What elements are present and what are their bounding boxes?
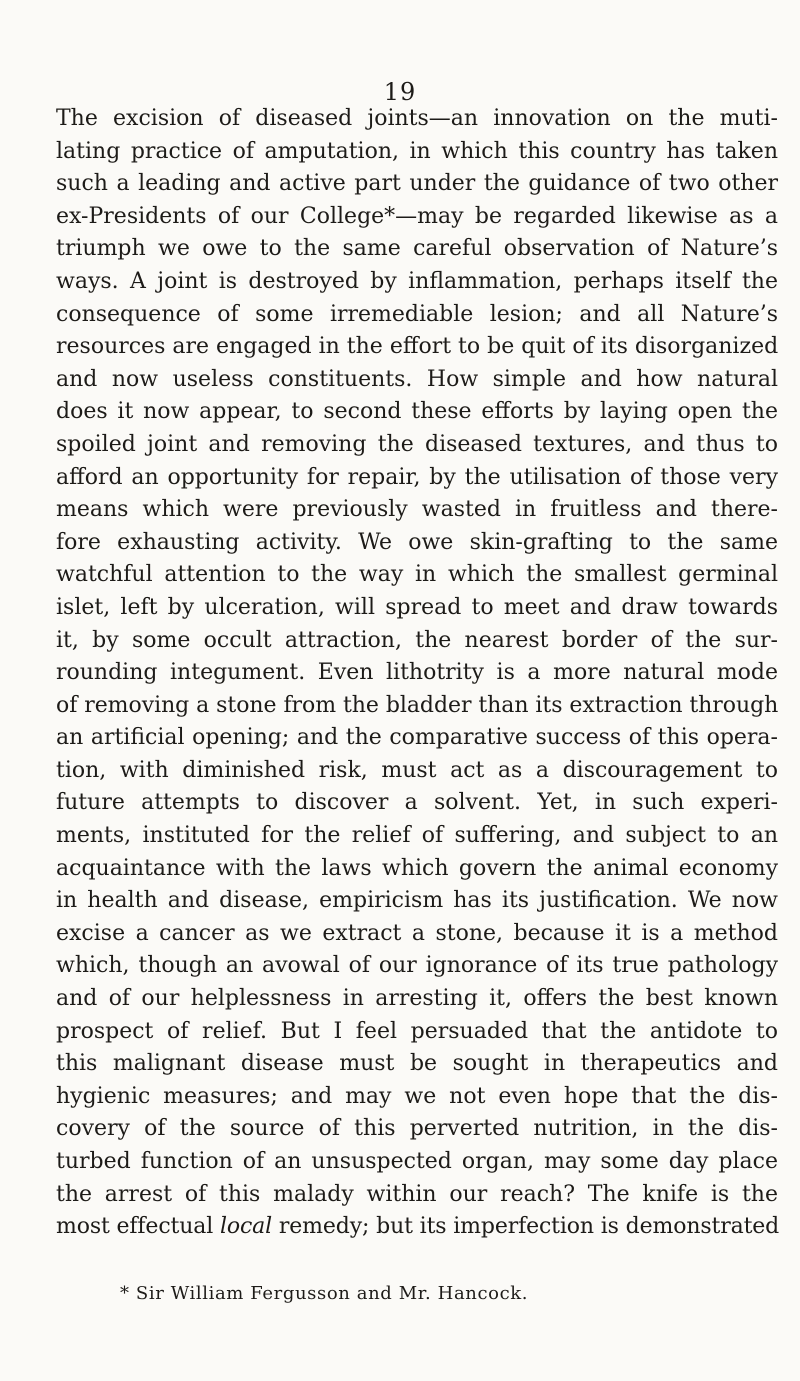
text-line: in health and disease, empiricism has its justification. We now: [56, 888, 778, 914]
text-line: consequence of some irremediable lesion; and all Nature’s: [56, 301, 778, 327]
text-line: it, by some occult attraction, the nearest border of the sur-: [56, 627, 778, 653]
text-line: fore exhausting activity. We owe skin-grafting to the same: [56, 529, 778, 555]
text-line: excise a cancer as we extract a stone, because it is a method: [56, 920, 778, 946]
text-line: future attempts to discover a solvent. Yet, in such experi-: [56, 790, 778, 816]
text-line: which, though an avowal of our ignorance of its true pathology: [56, 953, 778, 979]
text-line: The excision of diseased joints—an innovation on the muti-: [56, 106, 778, 131]
body-paragraph: [56, 103, 778, 1244]
italic-word: local: [219, 1214, 273, 1240]
footnote: * Sir William Fergusson and Mr. Hancock.: [120, 1283, 529, 1304]
text-segment: remedy; but its imperfection is demonstrated: [272, 1214, 780, 1240]
page-number: 19: [383, 78, 417, 106]
text-line: acquaintance with the laws which govern the animal economy: [56, 855, 778, 881]
text-line: spoiled joint and removing the diseased textures, and thus to: [56, 431, 778, 457]
text-line: ments, instituted for the relief of suffering, and subject to an: [56, 823, 778, 849]
text-line: such a leading and active part under the guidance of two other: [56, 171, 778, 197]
text-line: ex-Presidents of our College*—may be regarded likewise as a: [56, 203, 778, 229]
text-line: turbed function of an unsuspected organ, may some day place: [56, 1149, 778, 1174]
text-line: rounding integument. Even lithotrity is a more natural mode: [56, 660, 778, 686]
text-line: afford an opportunity for repair, by the utilisation of those very: [56, 464, 778, 490]
text-line: watchful attention to the way in which the smallest germinal: [56, 562, 778, 588]
text-line: hygienic measures; and may we not even hope that the dis-: [56, 1083, 778, 1109]
text-line: prospect of relief. But I feel persuaded that the antidote to: [56, 1018, 778, 1044]
text-line: means which were previously wasted in fruitless and there-: [56, 497, 778, 523]
text-line: covery of the source of this perverted nutrition, in the dis-: [56, 1116, 778, 1142]
text-line: this malignant disease must be sought in therapeutics and: [56, 1051, 778, 1077]
text-line: the arrest of this malady within our reach? The knife is the: [56, 1181, 778, 1207]
text-line-last: [56, 1211, 778, 1244]
text-line: and now useless constituents. How simple and how natural: [56, 366, 778, 392]
text-line: resources are engaged in the effort to be quit of its disorganized: [56, 334, 779, 360]
text-line: tion, with diminished risk, must act as a discouragement to: [56, 757, 778, 783]
text-line: ways. A joint is destroyed by inflammation, perhaps itself the: [56, 268, 778, 294]
text-line: lating practice of amputation, in which this country has taken: [56, 138, 778, 164]
text-line: an artificial opening; and the comparative success of this opera-: [56, 725, 778, 751]
text-segment: most effectual: [56, 1214, 220, 1240]
text-line: of removing a stone from the bladder than its extraction through: [56, 692, 779, 718]
text-line: does it now appear, to second these efforts by laying open the: [56, 399, 778, 425]
text-line: triumph we owe to the same careful observation of Nature’s: [56, 236, 778, 262]
text-line: and of our helplessness in arresting it, offers the best known: [56, 986, 778, 1012]
text-line: islet, left by ulceration, will spread to meet and draw towards: [56, 594, 778, 620]
